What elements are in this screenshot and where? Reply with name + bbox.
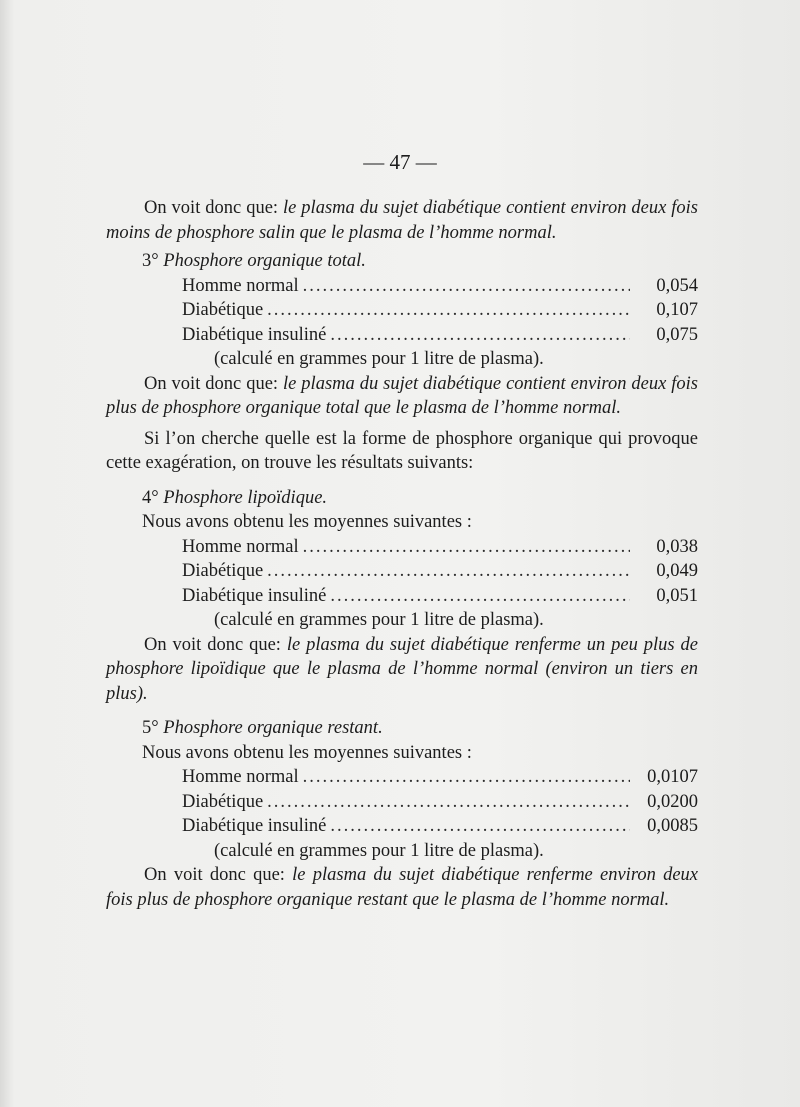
row-label: Diabétique	[182, 300, 264, 320]
table-row	[182, 790, 698, 815]
row-label: Diabétique	[182, 791, 264, 812]
table-row	[182, 584, 698, 609]
leader-dots	[267, 559, 630, 584]
unit-note: (calculé en grammes pour 1 litre de plasma).	[214, 840, 544, 861]
section-intro: Nous avons obtenu les moyennes suivantes :	[142, 742, 472, 763]
section-heading-5	[142, 716, 698, 741]
table-row	[182, 323, 698, 348]
row-label: Homme normal	[182, 767, 299, 787]
row-value: 0,0200	[647, 791, 698, 812]
table-row	[182, 298, 698, 323]
paragraph-lead: On voit donc que:	[144, 373, 283, 394]
leader-dots	[303, 274, 630, 299]
leader-dots	[330, 323, 630, 348]
section-title: Phosphore lipoïdique.	[163, 487, 328, 508]
row-label: Homme normal	[182, 536, 299, 557]
paragraph-conclusion-3	[106, 372, 698, 421]
row-label: Diabétique	[182, 561, 264, 581]
row-value: 0,051	[656, 585, 698, 606]
section-number: 5°	[142, 718, 164, 738]
section-heading-4	[142, 486, 698, 511]
unit-note: (calculé en grammes pour 1 litre de plasma).	[214, 349, 544, 369]
row-value: 0,049	[656, 561, 698, 581]
page-number: — 47 —	[363, 150, 437, 174]
paragraph-lead: On voit donc que:	[144, 634, 287, 655]
unit-note: (calculé en grammes pour 1 litre de plasma).	[214, 610, 544, 630]
values-table-3	[182, 274, 698, 348]
row-label: Diabétique insuliné	[182, 585, 327, 606]
row-value: 0,038	[656, 536, 698, 557]
row-value: 0,107	[656, 300, 698, 320]
row-value: 0,054	[656, 275, 698, 296]
section-title: Phosphore organique total.	[163, 251, 366, 271]
row-label: Homme normal	[182, 275, 299, 296]
paragraph-lead: On voit donc que:	[144, 865, 293, 885]
table-row	[182, 274, 698, 299]
section-heading-3	[142, 249, 698, 274]
leader-dots	[267, 790, 630, 815]
paragraph-conclusion-5	[106, 863, 698, 912]
paragraph-phosphore-salin	[106, 196, 698, 245]
leader-dots	[330, 814, 630, 839]
paragraph-search: Si l’on cherche quelle est la forme de phosphore organique qui provoque cette exagération, on trouve les résultats suivants:	[106, 428, 698, 473]
row-value: 0,0085	[647, 816, 698, 836]
paragraph-italic: le plasma du sujet diabétique contient environ deux fois plus de phosphore organique total que le plasma de l’homme normal.	[106, 373, 698, 418]
leader-dots	[303, 535, 630, 560]
paragraph-italic: le plasma du sujet diabétique renferme environ deux fois plus de phosphore organique restant que le plasma de l’homme normal.	[106, 865, 698, 910]
leader-dots	[267, 298, 630, 323]
row-label: Diabétique insuliné	[182, 816, 327, 836]
section-intro: Nous avons obtenu les moyennes suivantes :	[142, 512, 472, 532]
leader-dots	[330, 584, 630, 609]
table-row	[182, 559, 698, 584]
table-row	[182, 814, 698, 839]
leader-dots	[303, 765, 630, 790]
paragraph-italic: le plasma du sujet diabétique renferme un peu plus de phosphore lipoïdique que le plasma de l’homme normal (environ un tiers en plus).	[106, 634, 698, 704]
values-table-5	[182, 765, 698, 839]
row-value: 0,0107	[647, 767, 698, 787]
section-number: 3°	[142, 251, 164, 271]
table-row	[182, 765, 698, 790]
paragraph-lead: On voit donc que:	[144, 198, 283, 218]
paragraph-conclusion-4	[106, 633, 698, 707]
row-label: Diabétique insuliné	[182, 324, 327, 345]
section-number: 4°	[142, 487, 164, 508]
row-value: 0,075	[656, 324, 698, 345]
paragraph-italic: le plasma du sujet diabétique contient environ deux fois moins de phosphore salin que le plasma de l’homme normal.	[106, 198, 698, 243]
values-table-4	[182, 535, 698, 609]
table-row	[182, 535, 698, 560]
page-content	[106, 196, 698, 912]
section-title: Phosphore organique restant.	[163, 718, 383, 738]
